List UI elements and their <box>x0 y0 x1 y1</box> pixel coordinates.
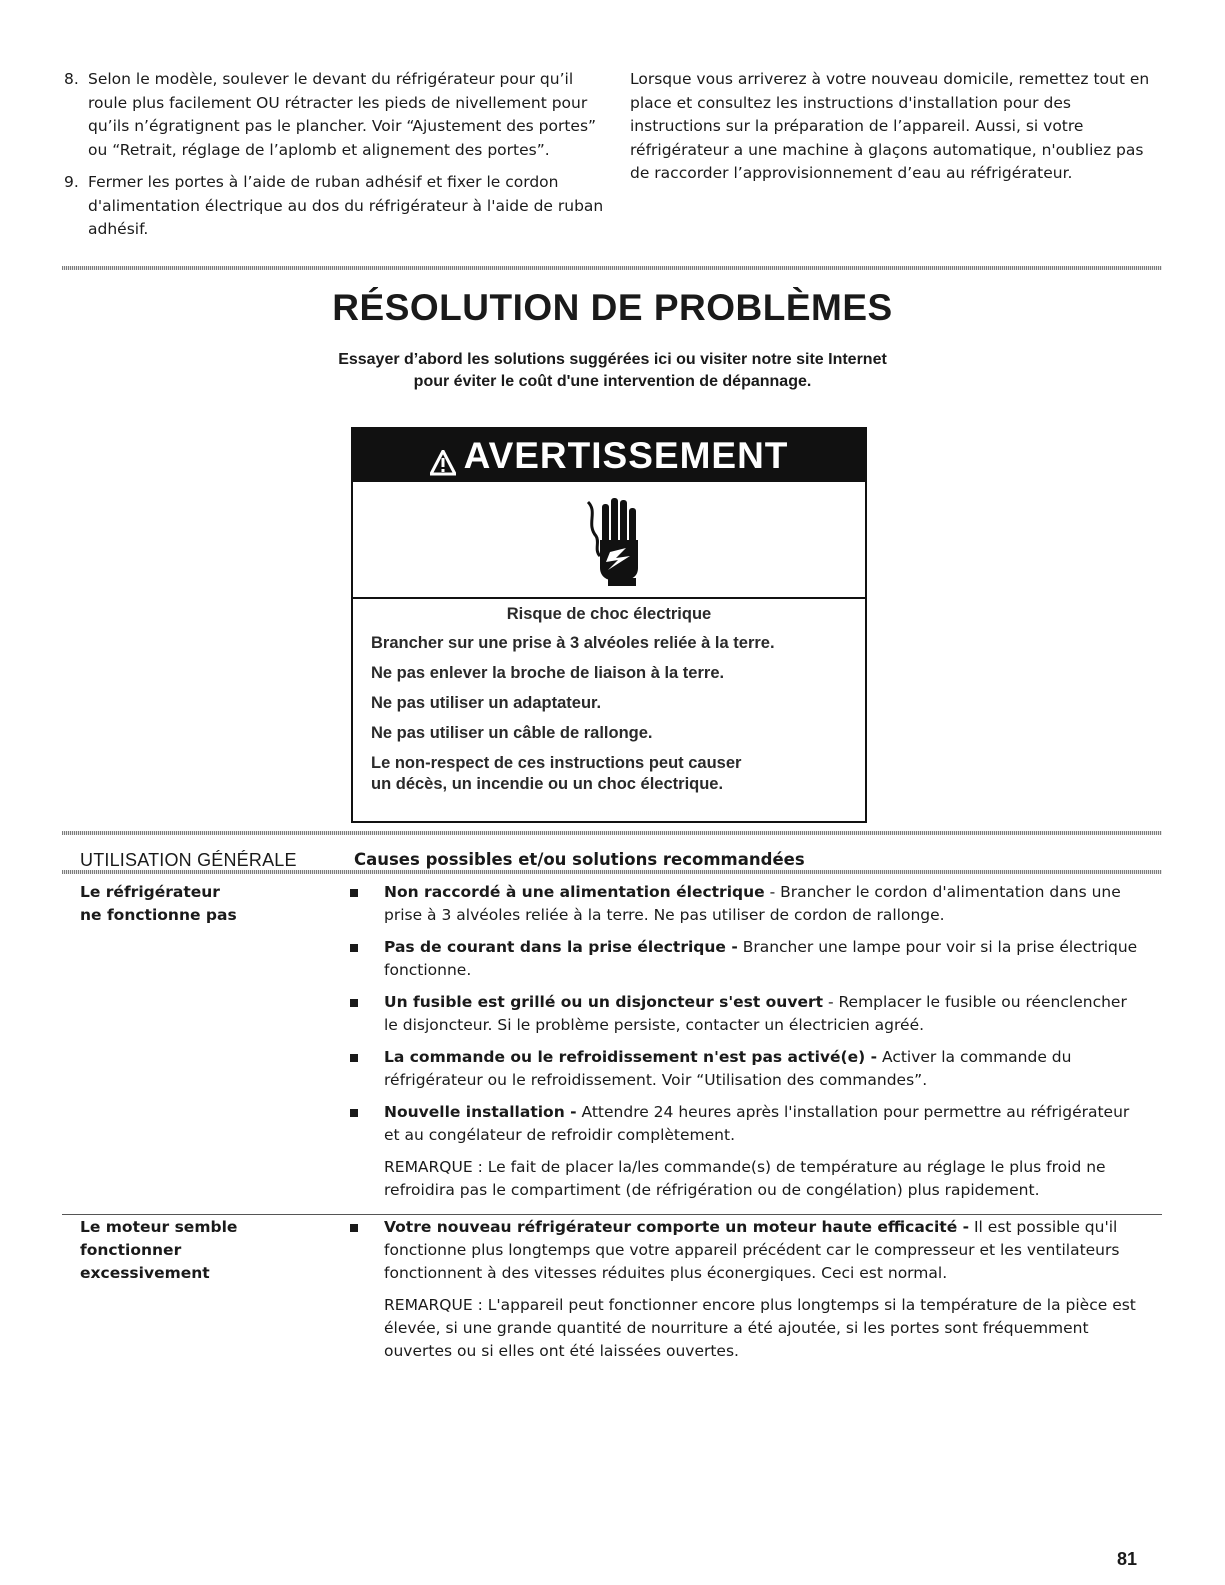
solution-text: Attendre 24 heures après l'installation pour permettre au réfrigérateur et au congélateur de refroidir complètement. <box>384 1103 1130 1144</box>
subtitle-line: pour éviter le coût d'une intervention de dépannage. <box>413 373 812 390</box>
bullet-icon <box>350 1109 358 1117</box>
solution-item <box>350 1101 1145 1147</box>
note-text: L'appareil peut fonctionner encore plus longtemps si la température de la pièce est élevée, si une grande quantité de nourriture a été ajoutée, si les portes sont fréquemment ouvertes ou si elles ont été laissées ouvertes. <box>384 1296 1136 1360</box>
bullet-icon <box>350 1224 358 1232</box>
solution-item <box>350 991 1145 1037</box>
solution-item <box>350 1046 1145 1092</box>
table-header-category: UTILISATION GÉNÉRALE <box>80 850 297 870</box>
solution-text: Brancher une lampe pour voir si la prise électrique fonctionne. <box>384 938 1138 979</box>
problem-cell <box>80 881 340 927</box>
bullet-icon <box>350 999 358 1007</box>
warning-line: Ne pas utiliser un câble de rallonge. <box>371 724 653 742</box>
step-item <box>64 68 604 162</box>
solution-cause: Un fusible est grillé ou un disjoncteur s'est ouvert <box>384 993 824 1011</box>
subtitle-line: Essayer d’abord les solutions suggérées ici ou visiter notre site Internet <box>338 351 887 368</box>
solution-text: Activer la commande du réfrigérateur ou le refroidissement. Voir “Utilisation des commandes”. <box>384 1048 1072 1089</box>
warning-consequence <box>371 753 847 795</box>
note-label: REMARQUE : <box>384 1296 483 1314</box>
step-number: 9. <box>64 173 79 191</box>
moving-paragraph: Lorsque vous arriverez à votre nouveau domicile, remettez tout en place et consultez les instructions d'installation pour des instructions sur la préparation de l’appareil. Aussi, si votre réfrigérateur a une machine à glaçons automatique, n'oubliez pas de raccorder l’approvisionnement d’eau au réfrigérateur. <box>630 70 1150 182</box>
warning-line: Ne pas utiliser un adaptateur. <box>371 694 602 712</box>
solution-cause: Non raccordé à une alimentation électrique <box>384 883 765 901</box>
solution-list <box>350 1216 1145 1372</box>
table-header-divider <box>62 870 1162 874</box>
warning-header <box>353 429 865 482</box>
problem-cell <box>80 1216 340 1285</box>
solution-note <box>350 1294 1145 1363</box>
solution-cause: La commande ou le refroidissement n'est pas activé(e) - <box>384 1048 878 1066</box>
row-divider <box>62 1214 1162 1215</box>
solution-cause: Nouvelle installation - <box>384 1103 577 1121</box>
problem-line: Le réfrigérateur <box>80 883 220 901</box>
table-top-divider <box>62 831 1162 835</box>
step-text: Fermer les portes à l’aide de ruban adhésif et fixer le cordon d'alimentation électrique au dos du réfrigérateur à l'aide de ruban adhésif. <box>88 173 604 238</box>
step-item <box>64 171 604 242</box>
warning-line: Brancher sur une prise à 3 alvéoles reliée à la terre. <box>371 634 775 652</box>
steps-list <box>64 68 604 251</box>
warning-consequence-line: un décès, un incendie ou un choc électrique. <box>371 775 724 793</box>
warning-line: Ne pas enlever la broche de liaison à la terre. <box>371 664 725 682</box>
problem-line: excessivement <box>80 1264 210 1282</box>
note-label: REMARQUE : <box>384 1158 483 1176</box>
solution-text: Il est possible qu'il fonctionne plus longtemps que votre appareil précédent car le compresseur et les ventilateurs fonctionnent à des vitesses réduites plus éconergiques. Ceci est normal. <box>384 1218 1120 1282</box>
solution-cause: Pas de courant dans la prise électrique - <box>384 938 738 956</box>
warning-box <box>351 427 867 823</box>
solution-item <box>350 1216 1145 1285</box>
note-text: Le fait de placer la/les commande(s) de température au réglage le plus froid ne refroidira pas le compartiment (de réfrigération ou de congélation) plus rapidement. <box>384 1158 1106 1199</box>
electric-shock-hand-icon <box>564 490 654 590</box>
step-text: Selon le modèle, soulever le devant du réfrigérateur pour qu’il roule plus facilement OU rétracter les pieds de nivellement pour qu’ils n’égratignent pas le plancher. Voir “Ajustement des portes” ou “Retrait, réglage de l’aplomb et alignement des portes”. <box>88 70 597 159</box>
table-header-solutions: Causes possibles et/ou solutions recommandées <box>354 850 805 869</box>
warning-consequence-line: Le non-respect de ces instructions peut causer <box>371 754 742 772</box>
problem-line: ne fonctionne pas <box>80 906 237 924</box>
bullet-icon <box>350 1054 358 1062</box>
warning-icon-area <box>353 482 865 599</box>
solution-list <box>350 881 1145 1211</box>
page-number: 81 <box>1117 1549 1138 1569</box>
solution-item <box>350 936 1145 982</box>
bullet-icon <box>350 889 358 897</box>
warning-header-label: AVERTISSEMENT <box>463 434 789 476</box>
solution-text: - Remplacer le fusible ou réenclencher le disjoncteur. Si le problème persiste, contacter un électricien agréé. <box>384 993 1127 1034</box>
solution-text: - Brancher le cordon d'alimentation dans une prise à 3 alvéoles reliée à la terre. Ne pas utiliser de cordon de rallonge. <box>384 883 1121 924</box>
warning-triangle-icon <box>430 443 456 469</box>
bullet-icon <box>350 944 358 952</box>
page-title: RÉSOLUTION DE PROBLÈMES <box>332 287 893 328</box>
page-subtitle <box>0 349 1225 393</box>
problem-line: Le moteur semble fonctionner <box>80 1218 238 1259</box>
warning-body <box>353 599 865 795</box>
solution-note <box>350 1156 1145 1202</box>
warning-risk: Risque de choc électrique <box>506 605 712 623</box>
section-divider <box>62 266 1162 270</box>
solution-item <box>350 881 1145 927</box>
step-number: 8. <box>64 70 79 88</box>
solution-cause: Votre nouveau réfrigérateur comporte un moteur haute efficacité - <box>384 1218 970 1236</box>
